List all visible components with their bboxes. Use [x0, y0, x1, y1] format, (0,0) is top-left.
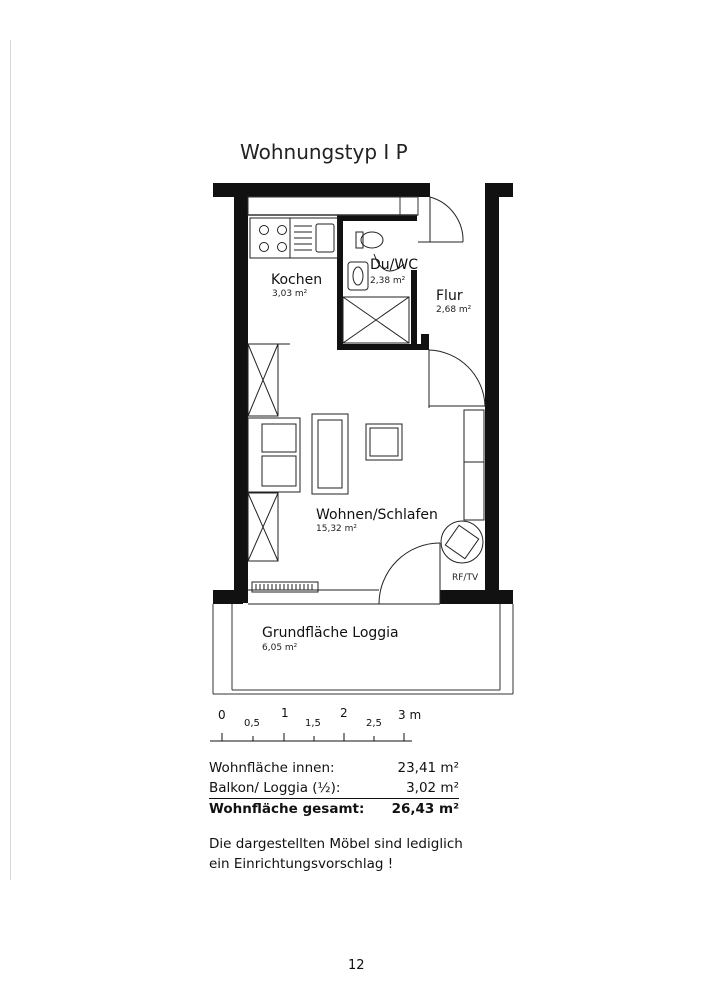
loggia-outline	[213, 604, 513, 694]
summary-label: Wohnfläche gesamt:	[209, 801, 365, 817]
room-label-duwc: Du/WC	[370, 257, 418, 273]
page-title: Wohnungstyp I P	[240, 140, 408, 164]
right-wall	[485, 183, 499, 604]
note-line: ein Einrichtungsvorschlag !	[209, 856, 394, 872]
coffee-table	[312, 414, 348, 494]
page-number: 12	[348, 958, 365, 973]
summary-label: Balkon/ Loggia (½):	[209, 780, 341, 796]
room-label-flur: Flur	[436, 288, 463, 304]
sofa	[248, 418, 300, 492]
summary-value: 23,41 m²	[397, 760, 459, 776]
room-label-wohnen: Wohnen/Schlafen	[316, 507, 438, 523]
scale-bar	[210, 733, 412, 741]
note-line: Die dargestellten Möbel sind lediglich	[209, 836, 463, 852]
summary-value: 26,43 m²	[391, 801, 459, 817]
room-area-duwc: 2,38 m²	[370, 276, 406, 286]
summary-row-inside	[209, 758, 459, 778]
room-area-kochen: 3,03 m²	[272, 289, 308, 299]
tv-table	[441, 521, 483, 563]
left-wall	[234, 183, 248, 603]
scale-minor-label: 2,5	[366, 718, 382, 729]
bottom-wall-right	[440, 590, 513, 604]
room-label-rftv: RF/TV	[452, 573, 479, 583]
scale-major-label: 0	[218, 708, 226, 722]
summary-row-total	[209, 799, 459, 819]
bathroom-sink	[348, 262, 368, 290]
toilet	[356, 232, 383, 248]
room-label-kochen: Kochen	[271, 272, 323, 288]
scale-major-label: 3 m	[398, 708, 422, 722]
summary-label: Wohnfläche innen:	[209, 760, 335, 776]
scale-major-label: 2	[340, 706, 348, 720]
shelf	[464, 410, 484, 520]
room-area-wohnen: 15,32 m²	[316, 524, 358, 534]
area-summary	[209, 758, 459, 819]
summary-value: 3,02 m²	[406, 780, 459, 796]
bottom-wall-left	[213, 590, 243, 604]
scale-minor-label: 0,5	[244, 718, 260, 729]
armchair	[366, 424, 402, 460]
scale-minor-label: 1,5	[305, 718, 321, 729]
room-area-loggia: 6,05 m²	[262, 643, 298, 653]
kitchen-counter	[250, 218, 338, 258]
room-label-loggia: Grundfläche Loggia	[262, 625, 399, 641]
furniture-note	[209, 834, 479, 874]
summary-row-loggia	[209, 778, 459, 799]
balcony-door	[379, 543, 440, 604]
living-door	[429, 350, 485, 408]
scale-major-label: 1	[281, 706, 289, 720]
room-area-flur: 2,68 m²	[436, 305, 472, 315]
entrance-door	[418, 197, 463, 242]
